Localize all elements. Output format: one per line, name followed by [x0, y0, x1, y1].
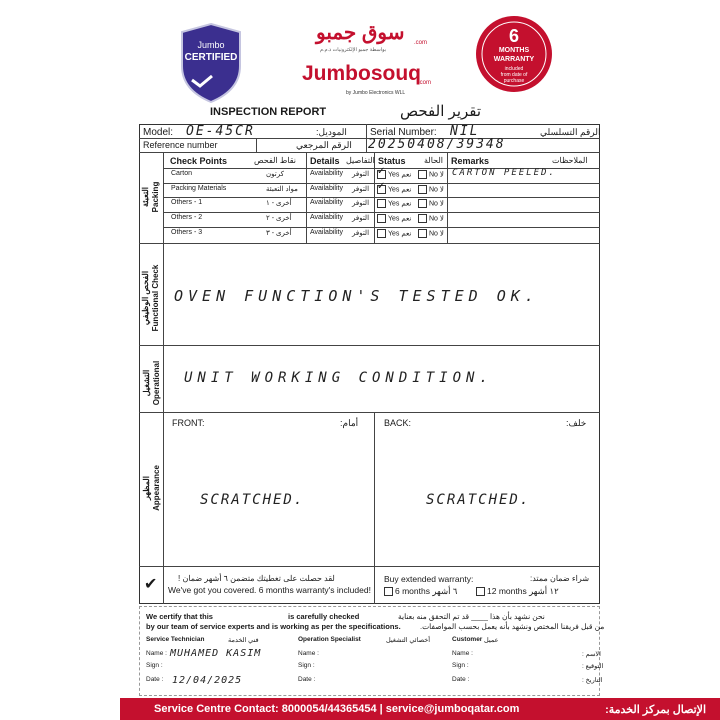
- checkbox-no[interactable]: [418, 214, 427, 223]
- no-label: No: [429, 215, 438, 223]
- packing-label-en: Packing: [151, 181, 160, 213]
- serial-value: NIL: [450, 124, 480, 139]
- name-field-label: Name :: [452, 650, 473, 657]
- report-title-ar: تقرير الفحص: [400, 103, 482, 120]
- status-yes-option[interactable]: [377, 181, 412, 194]
- status-yes-option[interactable]: [377, 214, 411, 223]
- tech-label-ar: فني الخدمة: [228, 637, 259, 644]
- badge-title: CERTIFIED: [184, 52, 238, 63]
- certify-line2: by our team of service experts and is working as per the specifications.: [146, 622, 401, 631]
- packing-section-label: [141, 169, 161, 225]
- front-label: FRONT:: [172, 418, 205, 428]
- appearance-label-ar: المظهر: [142, 476, 151, 500]
- functional-section-label: [141, 253, 161, 343]
- extended-label-ar: شراء ضمان ممتد:: [530, 574, 590, 583]
- ops-label-ar: أخصائي التشغيل: [386, 637, 431, 644]
- checkbox-yes[interactable]: [377, 214, 386, 223]
- checkbox-no[interactable]: [418, 199, 427, 208]
- appearance-section-label: [142, 452, 162, 524]
- warranty-line-2: WARRANTY: [493, 56, 535, 63]
- tech-date-value: 12/04/2025: [172, 675, 243, 686]
- warranty-line-en: We've got you covered. 6 months warranty's included!: [168, 585, 371, 595]
- checkpoint-name: Others - 1: [171, 199, 203, 206]
- model-value: OE-45CR: [186, 124, 255, 139]
- cust-label: Customer: [452, 636, 483, 643]
- name-field-label: Name :: [146, 650, 167, 657]
- checkbox-yes[interactable]: [377, 229, 386, 238]
- warranty-seal: [474, 12, 554, 96]
- checkpoint-name-ar: أخرى - ١: [266, 200, 292, 207]
- front-label-ar: أمام:: [340, 418, 359, 428]
- remark-text: CARTON PEELED.: [452, 168, 556, 178]
- col-checkpoints-ar: نقاط الفحص: [254, 156, 297, 165]
- col-checkpoints: Check Points: [170, 156, 228, 166]
- checkbox-no[interactable]: [418, 229, 427, 238]
- badge-brand: Jumbo: [197, 40, 225, 50]
- yes-label-ar: نعم: [401, 215, 412, 223]
- detail-label-ar: التوفر: [352, 215, 370, 222]
- checkpoint-name: Packing Materials: [171, 185, 227, 192]
- detail-label-ar: التوفر: [352, 230, 370, 237]
- yes-label-ar: نعم: [401, 230, 412, 238]
- checkpoint-name: Others - 3: [171, 229, 203, 236]
- col-remarks-ar: الملاحظات: [552, 156, 588, 165]
- shield-icon: [178, 22, 244, 104]
- name-field-label: Name :: [298, 650, 319, 657]
- detail-label: Availability: [310, 199, 343, 206]
- date-field-label: Date :: [298, 676, 316, 683]
- logo-dotcom: .com: [414, 40, 428, 46]
- checkbox-yes[interactable]: [377, 199, 386, 208]
- warranty-line-4: from date of: [500, 72, 528, 78]
- date-field-label: Date :: [146, 676, 164, 683]
- report-title: INSPECTION REPORT: [210, 106, 327, 118]
- no-label-ar: لا: [439, 200, 444, 208]
- date-field-label: Date :: [452, 676, 470, 683]
- detail-label: Availability: [310, 170, 343, 177]
- tech-label: Service Technician: [146, 636, 205, 643]
- yes-label-ar: نعم: [401, 200, 412, 208]
- yes-label-ar: نعم: [401, 186, 412, 194]
- ext-6-months[interactable]: [384, 586, 457, 597]
- ext-6-label: 6 months: [395, 586, 430, 596]
- functional-label-ar: الفحص الوظيفي: [141, 270, 150, 326]
- checkpoint-name-ar: أخرى - ٢: [266, 215, 292, 222]
- status-yes-option[interactable]: [377, 199, 411, 208]
- report-frame: [139, 124, 600, 604]
- sign-field-label: Sign :: [298, 662, 315, 669]
- back-text: SCRATCHED.: [426, 492, 531, 508]
- reference-label: Reference number: [143, 140, 218, 150]
- yes-label: Yes: [388, 171, 400, 179]
- no-label-ar: لا: [439, 230, 444, 238]
- operational-text: UNIT WORKING CONDITION.: [184, 370, 493, 386]
- logo-arabic-sub: بواسطة جمبو الإلكترونيات ذ.م.م: [320, 47, 387, 53]
- no-label: No: [429, 171, 438, 179]
- warranty-line-5: purchase: [503, 78, 525, 84]
- warranty-number: 6: [508, 26, 519, 46]
- detail-label: Availability: [310, 214, 343, 221]
- ext-12-label-ar: ١٢ أشهر: [529, 586, 559, 596]
- back-label-ar: خلف:: [566, 418, 587, 428]
- status-no-option[interactable]: [418, 199, 444, 208]
- yes-label: Yes: [388, 215, 400, 223]
- col-status-ar: الحالة: [424, 156, 443, 165]
- checkpoint-name-ar: أخرى - ٣: [266, 230, 292, 237]
- no-label: No: [429, 186, 438, 194]
- model-label: Model:: [143, 127, 174, 138]
- logo-sub: by Jumbo Electronics WLL: [346, 90, 406, 96]
- warranty-line-3: included: [504, 66, 524, 72]
- sign-field-label: Sign :: [146, 662, 163, 669]
- warranty-check-icon: ✔: [144, 576, 158, 593]
- checkpoint-name: Others - 2: [171, 214, 203, 221]
- certify-line1-b: is carefully checked: [288, 612, 360, 621]
- functional-text: OVEN FUNCTION'S TESTED OK.: [174, 287, 539, 305]
- ext-12-label: 12 months: [487, 586, 527, 596]
- no-label: No: [429, 230, 438, 238]
- no-label-ar: لا: [439, 215, 444, 223]
- no-label: No: [429, 200, 438, 208]
- operational-label-ar: التشغيل: [142, 369, 151, 397]
- ops-label: Operation Specialist: [298, 636, 361, 643]
- name-field-label-ar: الاسم :: [582, 651, 601, 658]
- functional-label-en: Functional Check: [151, 264, 160, 332]
- col-remarks: Remarks: [451, 156, 490, 166]
- model-label-ar: الموديل:: [316, 127, 347, 137]
- jumbosouq-logo: [296, 20, 436, 100]
- status-no-option[interactable]: [418, 170, 444, 179]
- logo-dotcom-2: .com: [418, 80, 432, 86]
- operational-section-label: [142, 348, 162, 418]
- checkpoint-name-ar: كرتون: [266, 171, 284, 178]
- check-mark-icon: ✓: [377, 181, 386, 192]
- yes-label-ar: نعم: [401, 171, 412, 179]
- ext-12-months[interactable]: [476, 586, 559, 597]
- serial-label-ar: الرقم التسلسلي: [540, 127, 601, 137]
- sign-field-label: Sign :: [452, 662, 469, 669]
- front-text: SCRATCHED.: [200, 492, 305, 508]
- certify-line1-a: We certify that this: [146, 612, 213, 621]
- yes-label: Yes: [388, 200, 400, 208]
- extended-label: Buy extended warranty:: [384, 574, 474, 584]
- checkbox-no[interactable]: [418, 170, 427, 179]
- certified-badge: [178, 22, 244, 104]
- warranty-line-ar: لقد حصلت على تغطيتك متضمن ٦ أشهر ضمان !: [178, 574, 335, 583]
- checkpoint-name-ar: مواد التعبئة: [266, 186, 298, 193]
- serial-label: Serial Number:: [370, 127, 437, 138]
- sign-field-label-ar: التوقيع :: [582, 663, 604, 670]
- status-no-option[interactable]: [418, 185, 444, 194]
- no-label-ar: لا: [439, 186, 444, 194]
- yes-label: Yes: [388, 186, 400, 194]
- yes-label: Yes: [388, 230, 400, 238]
- col-details: Details: [310, 156, 340, 166]
- footer-bar: [120, 698, 720, 720]
- status-no-option[interactable]: [418, 214, 444, 223]
- status-yes-option[interactable]: [377, 166, 412, 179]
- detail-label-ar: التوفر: [352, 186, 370, 193]
- footer-contact: Service Centre Contact: 8000054/44365454 | service@jumboqatar.com: [154, 703, 520, 715]
- logo-text: Jumbosouq: [302, 62, 421, 85]
- operational-label-en: Operational: [152, 360, 161, 406]
- status-yes-option[interactable]: [377, 229, 411, 238]
- reference-label-ar: الرقم المرجعي: [296, 140, 352, 150]
- col-status: Status: [378, 156, 406, 166]
- certify-line1-ar: نحن نشهد بأن هذا ____ قد تم التحقق منه بعناية: [398, 612, 545, 621]
- no-label-ar: لا: [439, 171, 444, 179]
- warranty-line-1: MONTHS: [498, 47, 530, 54]
- cust-label-ar: عميل: [484, 637, 499, 644]
- appearance-label-en: Appearance: [152, 465, 161, 511]
- checkbox-no[interactable]: [418, 185, 427, 194]
- detail-label: Availability: [310, 229, 343, 236]
- logo-arabic: سوق جمبو: [316, 22, 405, 44]
- detail-label-ar: التوفر: [352, 200, 370, 207]
- back-label: BACK:: [384, 418, 412, 428]
- certify-line2-ar: من قبل فريقنا المختص ونشهد بأنه يعمل بحسب المواصفات.: [420, 622, 605, 631]
- ext-6-label-ar: ٦ أشهر: [432, 586, 458, 596]
- status-no-option[interactable]: [418, 229, 444, 238]
- packing-label-ar: التعبئة: [141, 186, 150, 208]
- date-field-label-ar: التاريخ :: [582, 677, 603, 684]
- reference-value: 20250408/39348: [368, 137, 506, 152]
- check-mark-icon: ✓: [377, 166, 386, 177]
- tech-name-value: MUHAMED KASIM: [170, 648, 262, 659]
- checkpoint-name: Carton: [171, 170, 193, 177]
- footer-contact-ar: الإتصال بمركز الخدمة:: [605, 703, 706, 716]
- col-details-ar: التفاصيل: [346, 156, 375, 165]
- detail-label-ar: التوفر: [352, 171, 370, 178]
- detail-label: Availability: [310, 185, 343, 192]
